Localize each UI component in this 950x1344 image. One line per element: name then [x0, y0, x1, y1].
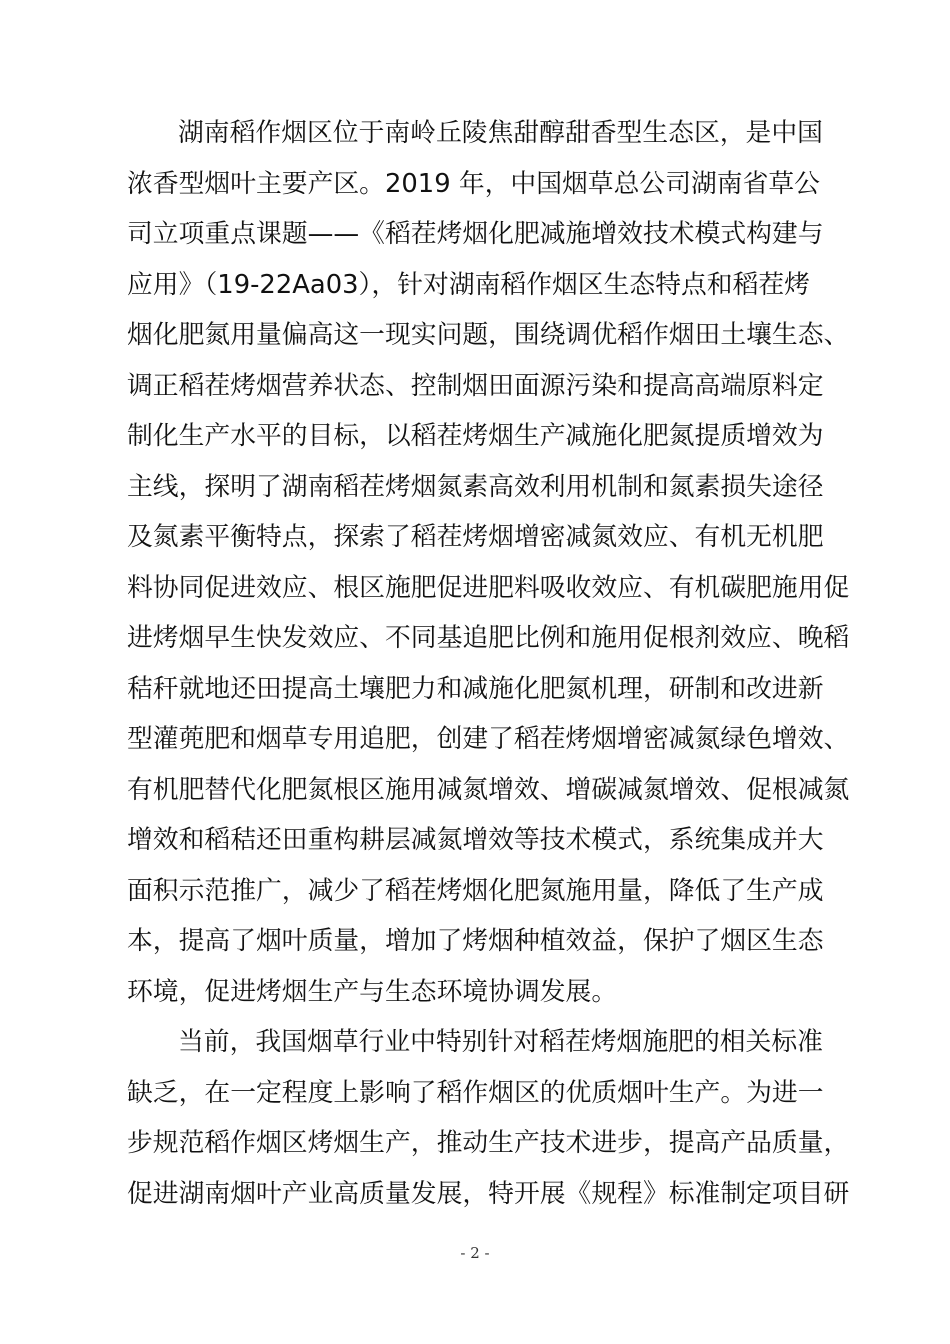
paragraph-1-line: 烟化肥氮用量偏高这一现实问题，围绕调优稻作烟田土壤生态、: [127, 320, 850, 350]
paragraph-1-line: 型灌蔸肥和烟草专用追肥，创建了稻茬烤烟增密减氮绿色增效、: [127, 724, 850, 754]
paragraph-1-line: 有机肥替代化肥氮根区施用减氮增效、增碳减氮增效、促根减氮: [127, 774, 850, 805]
paragraph-1-line: 环境，促进烤烟生产与生态环境协调发展。: [127, 976, 618, 1007]
paragraph-1-line: 面积示范推广，减少了稻茬烤烟化肥氮施用量，降低了生产成: [127, 875, 824, 906]
paragraph-2-line: 当前，我国烟草行业中特别针对稻茬烤烟施肥的相关标准: [178, 1027, 823, 1057]
paragraph-2-line: 促进湖南烟叶产业高质量发展，特开展《规程》标准制定项目研: [127, 1178, 850, 1209]
page-number: - 2 -: [460, 1244, 490, 1262]
paragraph-1-line: 湖南稻作烟区位于南岭丘陵焦甜醇甜香型生态区，是中国: [178, 118, 823, 148]
paragraph-1-line: 增效和稻秸还田重构耕层减氮增效等技术模式，系统集成并大: [127, 825, 824, 855]
paragraph-1-line: 本，提高了烟叶质量，增加了烤烟种植效益，保护了烟区生态: [127, 926, 824, 956]
paragraph-2-line: 缺乏，在一定程度上影响了稻作烟区的优质烟叶生产。为进一: [127, 1077, 824, 1108]
paragraph-1-line: 秸秆就地还田提高土壤肥力和减施化肥氮机理，研制和改进新: [127, 673, 824, 704]
paragraph-1-line: 料协同促进效应、根区施肥促进肥料吸收效应、有机碳肥施用促: [127, 572, 850, 603]
body-text: [127, 108, 850, 1219]
paragraph-1-line: 主线，探明了湖南稻茬烤烟氮素高效利用机制和氮素损失途径: [127, 471, 824, 502]
paragraph-1-line: 调正稻茬烤烟营养状态、控制烟田面源污染和提高高端原料定: [127, 370, 824, 401]
paragraph-1-line: 浓香型烟叶主要产区。2019 年，中国烟草总公司湖南省草公: [127, 168, 820, 199]
paragraph-1-line: 应用》（19-22Aa03），针对湖南稻作烟区生态特点和稻茬烤: [127, 269, 810, 300]
paragraph-1-line: 制化生产水平的目标，以稻茬烤烟生产减施化肥氮提质增效为: [127, 421, 824, 451]
paragraph-2-line: 步规范稻作烟区烤烟生产，推动生产技术进步，提高产品质量，: [127, 1128, 850, 1158]
paragraph-1-line: 司立项重点课题——《稻茬烤烟化肥减施增效技术模式构建与: [127, 219, 824, 249]
paragraph-1-line: 进烤烟早生快发效应、不同基追肥比例和施用促根剂效应、晚稻: [127, 623, 850, 653]
paragraph-1-line: 及氮素平衡特点，探索了稻茬烤烟增密减氮效应、有机无机肥: [127, 522, 824, 552]
